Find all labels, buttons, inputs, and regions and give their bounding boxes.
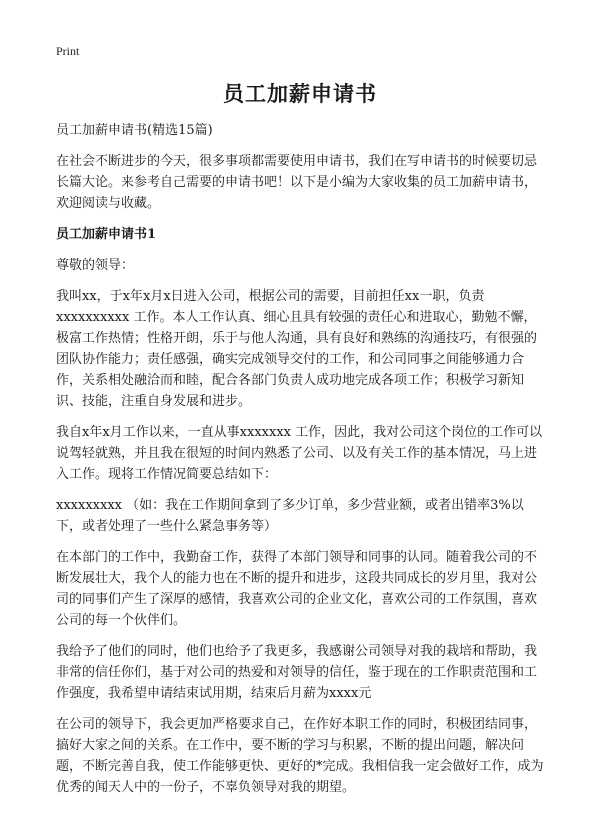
document-body	[56, 120, 548, 808]
body-paragraph: xxxxxxxxx （如：我在工作期间拿到了多少订单，多少营业额，或者出错率3%以下，或者处理了一些什么紧急事务等）	[56, 498, 524, 534]
body-paragraph: 在公司的领导下，我会更加严格要求自己，在作好本职工作的同时，积极团结同事，搞好大家之间的关系。在工作中，要不断的学习与积累，不断的提出问题，解决问题，不断完善自我，使工作能够更快、更好的*完成。我相信我一定会做好工作，成为优秀的闻天人中的一份子，不辜负领导对我的期望。	[56, 717, 544, 795]
body-paragraph: 我自x年x月工作以来，一直从事xxxxxxx 工作，因此，我对公司这个岗位的工作可以说驾轻就熟，并且我在很短的时间内熟悉了公司、以及有关工作的基本情况，马上进入工作。现将工作情况简要总结如下：	[56, 425, 543, 482]
print-link[interactable]: Print	[56, 44, 80, 58]
body-paragraph: 在本部门的工作中，我勤奋工作，获得了本部门领导和同事的认同。随着我公司的不断发展壮大，我个人的能力也在不断的提升和进步，这段共同成长的岁月里，我对公司的同事们产生了深厚的感情，我喜欢公司的企业文化，喜欢公司的工作氛围，喜欢公司的每一个伙伴们。	[56, 550, 538, 628]
page-title: 员工加薪申请书	[223, 82, 377, 106]
intro-paragraph: 在社会不断进步的今天，很多事项都需要使用申请书，我们在写申请书的时候要切忌长篇大论。来参考自己需要的申请书吧！以下是小编为大家收集的员工加薪申请书，欢迎阅读与收藏。	[56, 154, 538, 211]
body-paragraph: 我叫xx，于x年x月x日进入公司，根据公司的需要，目前担任xx一职，负责xxxxxxxxxx 工作。本人工作认真、细心且具有较强的责任心和进取心，勤勉不懈，极富工作热情；性格开朗，乐于与他人沟通，具有良好和熟练的沟通技巧，有很强的团队协作能力；责任感强，确实完成领导交付的工作，和公司同事之间能够通力合作，关系相处融洽而和睦，配合各部门负责人成功地完成各项工作；积极学习新知识、技能，注重自身发展和进步。	[56, 289, 538, 409]
salutation: 尊敬的领导：	[56, 258, 135, 273]
body-paragraph: 我给予了他们的同时，他们也给予了我更多，我感谢公司领导对我的栽培和帮助，我非常的信任你们，基于对公司的热爱和对领导的信任，鉴于现在的工作职责范围和工作强度，我希望申请结束试用期，结束后月薪为xxxx元	[56, 644, 538, 701]
document-subtitle: 员工加薪申请书(精选15篇)	[56, 123, 213, 138]
section-heading: 员工加薪申请书1	[56, 227, 157, 242]
